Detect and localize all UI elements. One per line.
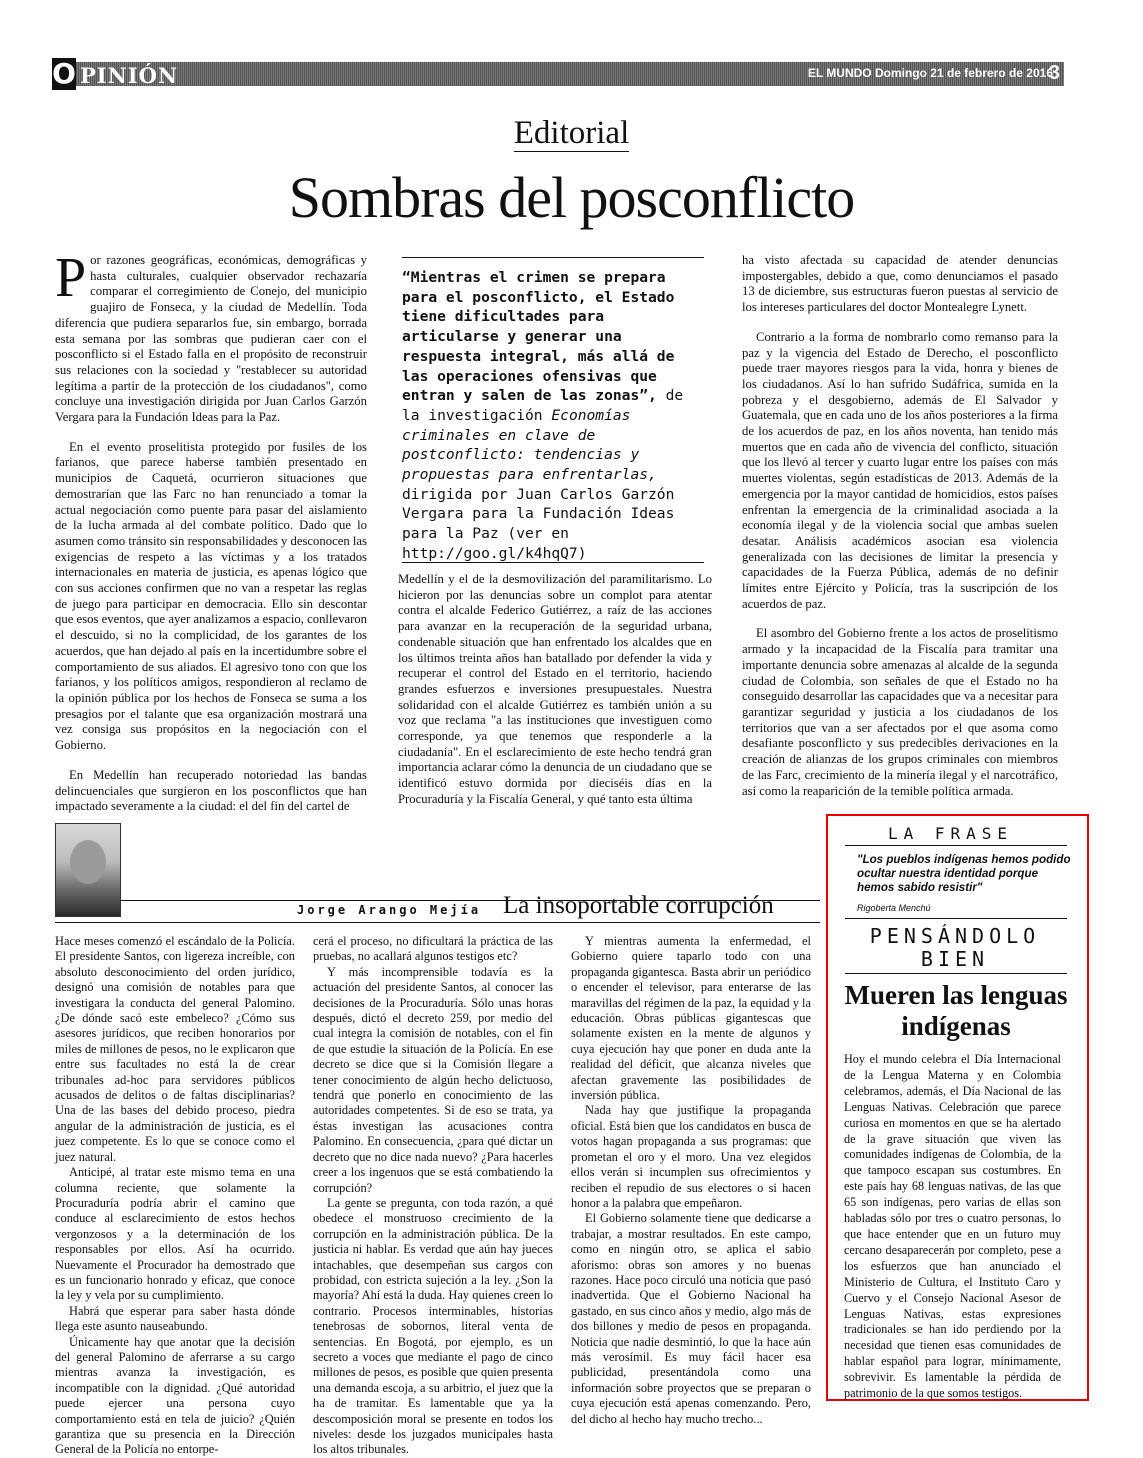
editorial-paragraph: Contrario a la forma de nombrarlo como remanso para la paz y la vigencia del Estado de Derecho, el posconflicto puede traer mayores riesgos para la vida, honra y bienes de los ciudadanos. Así lo han sufrido Sudáfrica, sumida en la pobreza y el desgobierno, además de El Salvador y Guatemala, que en cada uno de los años posteriores a la firma de los acuerdos de paz, en los años noventa, han tenido más muertos que en cada año de vivencia del conflicto, situación que los llevó al tercer y cuarto lugar entre los países con más muertes violentas, según estadísticas de 2013. Además de la emergencia por la mayor cantidad de homicidios, estos países enfrentan la emergencia de la criminalidad asociada a la economía ilegal y de la violencia social que ambas suelen desatar. Análisis académicos asocian esa violencia generalizada con las decisiones de limitar la presencia y capacidades de la Fuerza Pública, además de no definir límites entre Ejército y Policía, tras la suscripción de los acuerdos de paz. (742, 329, 1058, 611)
column-paragraph: cerá el proceso, no dificultará la práctica de las pruebas, no acallará algunos testigos etc? (313, 934, 553, 964)
column-paragraph: El Gobierno solamente tiene que dedicarse a trabajar, a mostrar resultados. En este campo, como en ningún otro, se aplica el sabio aforismo: obras son amores y no buenas razones. Hace poco circuló una noticia que pasó inadvertida. Que el Gobierno Nacional ha gastado, en sus cinco años y medio, algo más de dos billones y medio de pesos en propaganda. Noticia que nadie desmintió, lo que la hace aún más verosímil. Es muy fácil hacer esa publicidad, presentándola como una información sobre proyectos que se preparan o cuya ejecución está apenas comenzando. Pero, del dicho al hecho hay mucho trecho... (571, 1211, 811, 1426)
sidebar-title: Mueren las lenguas indígenas (844, 980, 1068, 1041)
column-paragraph: Y más incomprensible todavía es la actuación del presidente Santos, al conocer las decisiones de la Procuraduría. Sólo unas horas después, dictó el decreto 259, por medio del cual integra la comisión de notables, con el fin de que estudie la situación de la Policía. En ese decreto se dice que si la Comisión llegare a tener conocimiento de algún hecho delictuoso, tendrá que ponerlo en conocimiento de las autoridades competentes. Si de eso se trata, ya éstas investigan las acusaciones contra Palomino. En consecuencia, ¿para qué dictar un decreto que no dice nada nuevo? ¿Para hacerles creer a los ingenuos que se está combatiendo la corrupción? (313, 964, 553, 1195)
column-paragraph: La gente se pregunta, con toda razón, a qué obedece el monstruoso crecimiento de la corrupción en la administración pública. De la justicia ni hablar. Es verdad que aún hay jueces intachables, que desempeñan sus cargos con probidad, con estricta sujeción a la ley. ¿Son la mayoría? Ahí está la duda. Hay quienes creen lo contrario. Procesos interminables, historias tenebrosas de sobornos, literal venta de sentencias. En Bogotá, por ejemplo, es un secreto a voces que mediante el pago de cinco millones de pesos, es posible que quien presenta una demanda escoja, a su arbitrio, el juez que la ha de tramitar. Es lamentable que ya la descomposición moral se presente en todos los niveles: desde los juzgados municipales hasta los altos tribunales. (313, 1195, 553, 1457)
drop-cap: P (55, 247, 87, 309)
column-paragraph: Nada hay que justifique la propaganda oficial. Está bien que los candidatos en busca de votos hagan propaganda a sus programas: que prometan el oro y el moro. Una vez elegidos ellos verán si incumplen sus ofrecimientos y reciben el repudio de sus electores o si hacen honor a la palabra que empeñaron. (571, 1103, 811, 1210)
page-number: 3 (1048, 62, 1060, 84)
column-body-3 (571, 934, 811, 1427)
editorial-paragraph: El asombro del Gobierno frente a los actos de proselitismo armado y la incapacidad de la Fiscalía para tramitar una importante denuncia sobre amenazas al alcalde de la segunda ciudad de Colombia, son señales de que el Estado no ha conseguido desarrollar las capacidades que va a necesitar para garantizar seguridad y justicia a los ciudadanos de los territorios que van a ser afectados por el que asoma como desafiante posconflicto y sus predecibles derivaciones en la creación de alianzas de los grupos criminales con miembros de las Farc, crecimiento de la minería ilegal y el narcotráfico, así como la reaparición de la temible política armada. (742, 626, 1058, 798)
editorial-paragraph: ha visto afectada su capacidad de atender denuncias impostergables, debido a que, como denunciamos el pasado 13 de diciembre, sus estructuras fueron puestas al servicio de los intereses particulares del doctor Montealegre Lynett. (742, 253, 1058, 315)
column-title-rule (55, 922, 820, 923)
editorial-column-3 (742, 253, 1058, 813)
frase-author: Rigoberta Menchú (857, 903, 931, 913)
section-name: PINIÓN (80, 63, 179, 88)
frase-quote: "Los pueblos indígenas hemos podido ocultar nuestra identidad porque hemos sabido resistir" (857, 853, 1071, 894)
author-photo (55, 823, 121, 917)
column-title: La insoportable corrupción (503, 892, 774, 919)
column-paragraph: Hace meses comenzó el escándalo de la Policía. El presidente Santos, con ligereza increíble, con absoluto desconocimiento del orden jurídico, designó una comisión de notables para que investigara la conducta del general Palomino. ¿De dónde sacó este embeleco? ¿Cómo sus asesores jurídicos, que reciben honorarios por miles de millones de pesos, no le explicaron que entre sus facultades no está la de crear tribunales ad-hoc para servidores públicos acusados de delitos o de faltas disciplinarias? Una de las bases del debido proceso, piedra angular de la administración de justicia, es el juez competente. Es lo que se conoce como el juez natural. (55, 934, 295, 1164)
column-author: Jorge Arango Mejía (297, 903, 482, 917)
frase-rule (845, 845, 1067, 846)
sidebar-body: Hoy el mundo celebra el Día Internacional de la Lengua Materna y en Colombia celebramos, además, el Día Nacional de las Lenguas Nativas. Celebración que parece curiosa en momentos en que se ha alertado de la grave situación que viven las comunidades indígenas de Colombia, de la que tampoco escapan sus costumbres. En este país hay 68 lenguas nativas, de las que 65 son indígenas, pero varias de ellas son habladas sólo por tres o cuatro personas, lo que hace entender que en un futuro muy cercano desaparecerán por completo, pese a los esfuerzos que han anunciado el Ministerio de Cultura, el Instituto Caro y Cuervo y el Consejo Nacional Asesor de Lenguas Nativas, estas expresiones tradicionales se han ido perdiendo por la necesidad que tienen esas comunidades de hablar español para lograr, mínimamente, sobrevivir. Es lamentable la pérdida de patrimonio de la que somos testigos. (844, 1052, 1061, 1401)
column-paragraph: Habrá que esperar para saber hasta dónde llega este asunto nauseabundo. (55, 1303, 295, 1334)
column-paragraph: Y mientras aumenta la enfermedad, el Gobierno quiere taparlo todo con una propaganda gigantesca. Basta abrir un periódico o encender el televisor, para enterarse de las maravillas del régimen de la paz, la equidad y la educación. Obras públicas gigantescas que solamente existen en la mente de algunos y cuya ejecución hay que poner en duda ante la realidad del déficit, que alcanza niveles que afectan gravemente las posibilidades de inversión pública. (571, 934, 811, 1103)
pull-quote: “Mientras el crimen se prepara para el posconflicto, el Estado tiene dificultades para articularse y generar una respuesta integral, más allá de las operaciones ofensivas que entran y salen de las zonas”, de la investigación Economías criminales en clave de postconflicto: tendencias y propuestas para enfrentarlas, dirigida por Juan Carlos Garzón Vergara para la Fundación Ideas para la Paz (ver en http://goo.gl/k4hqQ7) (402, 257, 704, 564)
pensandolo-rule (845, 973, 1067, 974)
editorial-column-2 (398, 572, 712, 822)
editorial-paragraph: Medellín y el de la desmovilización del paramilitarismo. Lo hicieron por las denuncias sobre un complot para atentar contra el alcalde Federico Gutiérrez, a raíz de las acciones para avanzar en la recuperación de la seguridad urbana, condenable situación que han enfrentado los alcaldes que en los últimos treinta años han batallado por defender la vida y recuperar el control del Estado en el territorio, haciendo grandes esfuerzos e inversiones presupuestales. Nuestra solidaridad con el alcalde Gutiérrez es también unión a su voz que reclama "a las instituciones que investiguen como corresponde, ya que tenemos que responderle a la ciudadanía". En el esclarecimiento de este hecho tendrá gran importancia aclarar cómo la denuncia de un ciudadano que se identificó estuvo dormida por dieciséis días en la Procuraduría y la Fiscalía General, y qué tanto esta última (398, 572, 712, 806)
section-initial: O (52, 57, 76, 90)
editorial-paragraph: En el evento proselitista protegido por fusiles de los farianos, que parece haberse también presentado en municipios de Caquetá, ocurrieron situaciones que demostrarían que las Farc no han renunciado a tomar la actual negociación como puente para pasar del aislamiento de la lucha armada al del combate político. Dado que lo asumen como tránsito sin responsabilidades y desconocen las exigencias de respeto a las víctimas y a los tratados internacionales en materia de justicia, es apenas lógico que con sus acciones confirmen que no van a respetar las reglas de juego para participar en democracia. Ello sin descontar que esos eventos, que ayer analizamos a espacio, conllevaron el descuido, si no la complicidad, de los garantes de los acuerdos, que han dejado al país en la incertidumbre sobre el comportamiento de sus aliados. El agresivo tono con que los farianos, y los políticos amigos, respondieron al reclamo de la opinión pública por los hechos de Fonseca se suma a los presagios por el talante que esa organización mostrará una vez consiga sus propósitos en la negociación con el Gobierno. (55, 439, 367, 753)
editorial-column-1 (55, 247, 367, 829)
pensandolo-header: PENSÁNDOLO BIEN (869, 924, 1041, 971)
editorial-paragraph: Por razones geográficas, económicas, demográficas y hasta culturales, cualquier observador rechazaría comparar el corregimiento de Conejo, del municipio guajiro de Fonseca, y la ciudad de Medellín. Toda diferencia que pudiera separarlos fue, sin embargo, borrada esta semana por las sombras que pudieran caer con el posconflicto si el Estado falla en el propósito de reconstruir sus relaciones con la sociedad y "restablecer su autoridad legítima a partir de la protección de los ciudadanos", como concluye una investigación dirigida por Juan Carlos Garzón Vergara para la Fundación Ideas para la Paz. (55, 247, 367, 425)
column-body-1 (55, 934, 295, 1458)
frase-header: LA FRASE (888, 824, 1014, 843)
editorial-headline: Sombras del posconflicto (288, 165, 855, 230)
column-body-2 (313, 934, 553, 1458)
paper-date: EL MUNDO Domingo 21 de febrero de 2016 (807, 66, 1053, 80)
editorial-kicker: Editorial (513, 115, 630, 151)
column-paragraph: Anticipé, al tratar este mismo tema en una columna reciente, que solamente la Procuraduría podría abrir el camino que conduce al esclarecimiento de estos hechos vergonzosos y a la determinación de los responsables por ellos. Así ha ocurrido. Nuevamente el Procurador ha demostrado que es un funcionario honrado y eficaz, que conoce la ley y vela por su cumplimiento. (55, 1165, 295, 1303)
editorial-paragraph: En Medellín han recuperado notoriedad las bandas delincuenciales que surgieron en los posconflictos que han impactado severamente a la ciudad: el del fin del cartel de (55, 767, 367, 814)
column-paragraph: Únicamente hay que anotar que la decisión del general Palomino de aferrarse a su cargo mientras avanza la investigación, es incompatible con la dignidad. ¿Qué autoridad puede ejercer una persona cuyo comportamiento está en tela de juicio? ¿Quién garantiza que su presencia en la Dirección General de la Policía no entorpe- (55, 1334, 295, 1457)
pull-quote-bottom-rule (402, 562, 704, 563)
frase-bottom-rule (845, 918, 1067, 919)
